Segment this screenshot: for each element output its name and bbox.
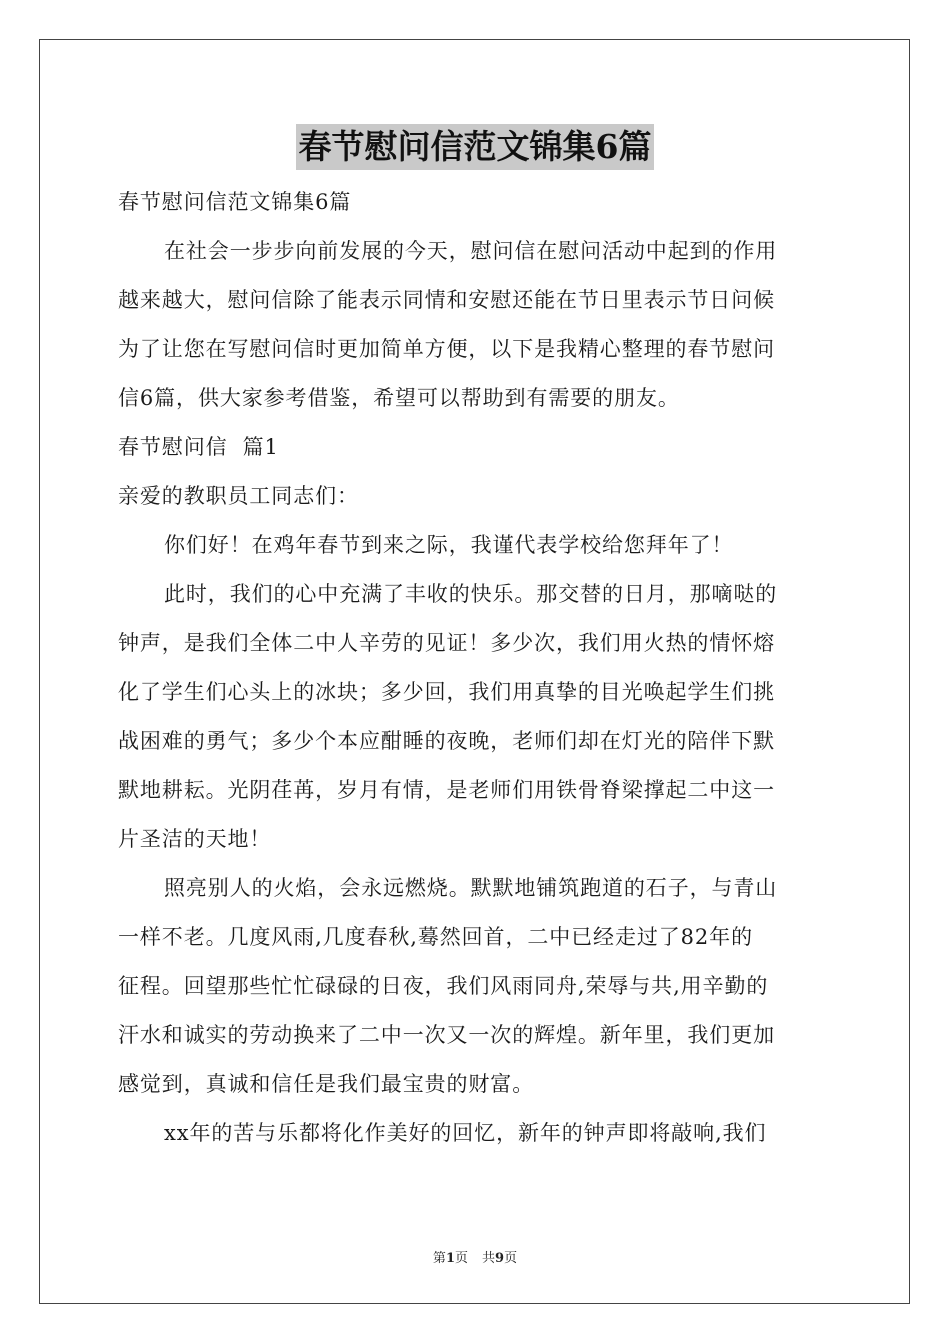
text-line: 汗水和诚实的劳动换来了二中一次又一次的辉煌。新年里，我们更加 (118, 1023, 775, 1047)
text-line: 钟声，是我们全体二中人辛劳的见证！多少次，我们用火热的情怀熔 (118, 631, 775, 655)
page-total: 9 (495, 1251, 505, 1266)
document-title: 春节慰问信范文锦集6篇 (296, 124, 655, 170)
page-current: 1 (445, 1251, 455, 1266)
body-paragraph-3 (118, 1109, 834, 1158)
salutation: 亲爱的教职员工同志们： (118, 484, 359, 508)
title-container (0, 124, 950, 170)
text-line: 越来越大，慰问信除了能表示同情和安慰还能在节日里表示节日问候 (118, 288, 775, 312)
intro-paragraph (118, 227, 834, 423)
text-line: 为了让您在写慰问信时更加简单方便，以下是我精心整理的春节慰问 (118, 337, 775, 361)
text-line: 默地耕耘。光阴荏苒，岁月有情，是老师们用铁骨脊梁撑起二中这一 (118, 778, 775, 802)
document-subtitle: 春节慰问信范文锦集6篇 (118, 190, 352, 214)
text-line: 一样不老。几度风雨,几度春秋,蓦然回首，二中已经走过了82年的 (118, 925, 753, 949)
body-paragraph-1 (118, 570, 834, 864)
text-line: 战困难的勇气；多少个本应酣睡的夜晚，老师们却在灯光的陪伴下默 (118, 729, 775, 753)
text-line: 照亮别人的火焰，会永远燃烧。默默地铺筑跑道的石子，与青山 (164, 876, 778, 900)
greeting: 你们好！在鸡年春节到来之际，我谨代表学校给您拜年了！ (164, 533, 734, 557)
total-prefix: 共 (482, 1251, 496, 1266)
total-suffix: 页 (504, 1251, 518, 1266)
text-line: 征程。回望那些忙忙碌碌的日夜，我们风雨同舟,荣辱与共,用辛勤的 (118, 974, 769, 998)
text-line: 在社会一步步向前发展的今天，慰问信在慰问活动中起到的作用 (164, 239, 778, 263)
text-line: xx年的苦与乐都将化作美好的回忆，新年的钟声即将敲响,我们 (164, 1121, 767, 1145)
text-line: 化了学生们心头上的冰块；多少回，我们用真挚的目光唤起学生们挑 (118, 680, 775, 704)
page-prefix: 第 (432, 1251, 446, 1266)
text-line: 感觉到，真诚和信任是我们最宝贵的财富。 (118, 1072, 535, 1096)
text-line: 此时，我们的心中充满了丰收的快乐。那交替的日月，那嘀哒的 (164, 582, 778, 606)
page-footer (0, 1247, 950, 1266)
text-line: 片圣洁的天地！ (118, 827, 272, 851)
text-line: 信6篇，供大家参考借鉴，希望可以帮助到有需要的朋友。 (118, 386, 680, 410)
document-body (118, 178, 834, 1158)
page-suffix: 页 (454, 1251, 468, 1266)
body-paragraph-2 (118, 864, 834, 1109)
section-heading: 春节慰问信 篇1 (118, 435, 279, 459)
